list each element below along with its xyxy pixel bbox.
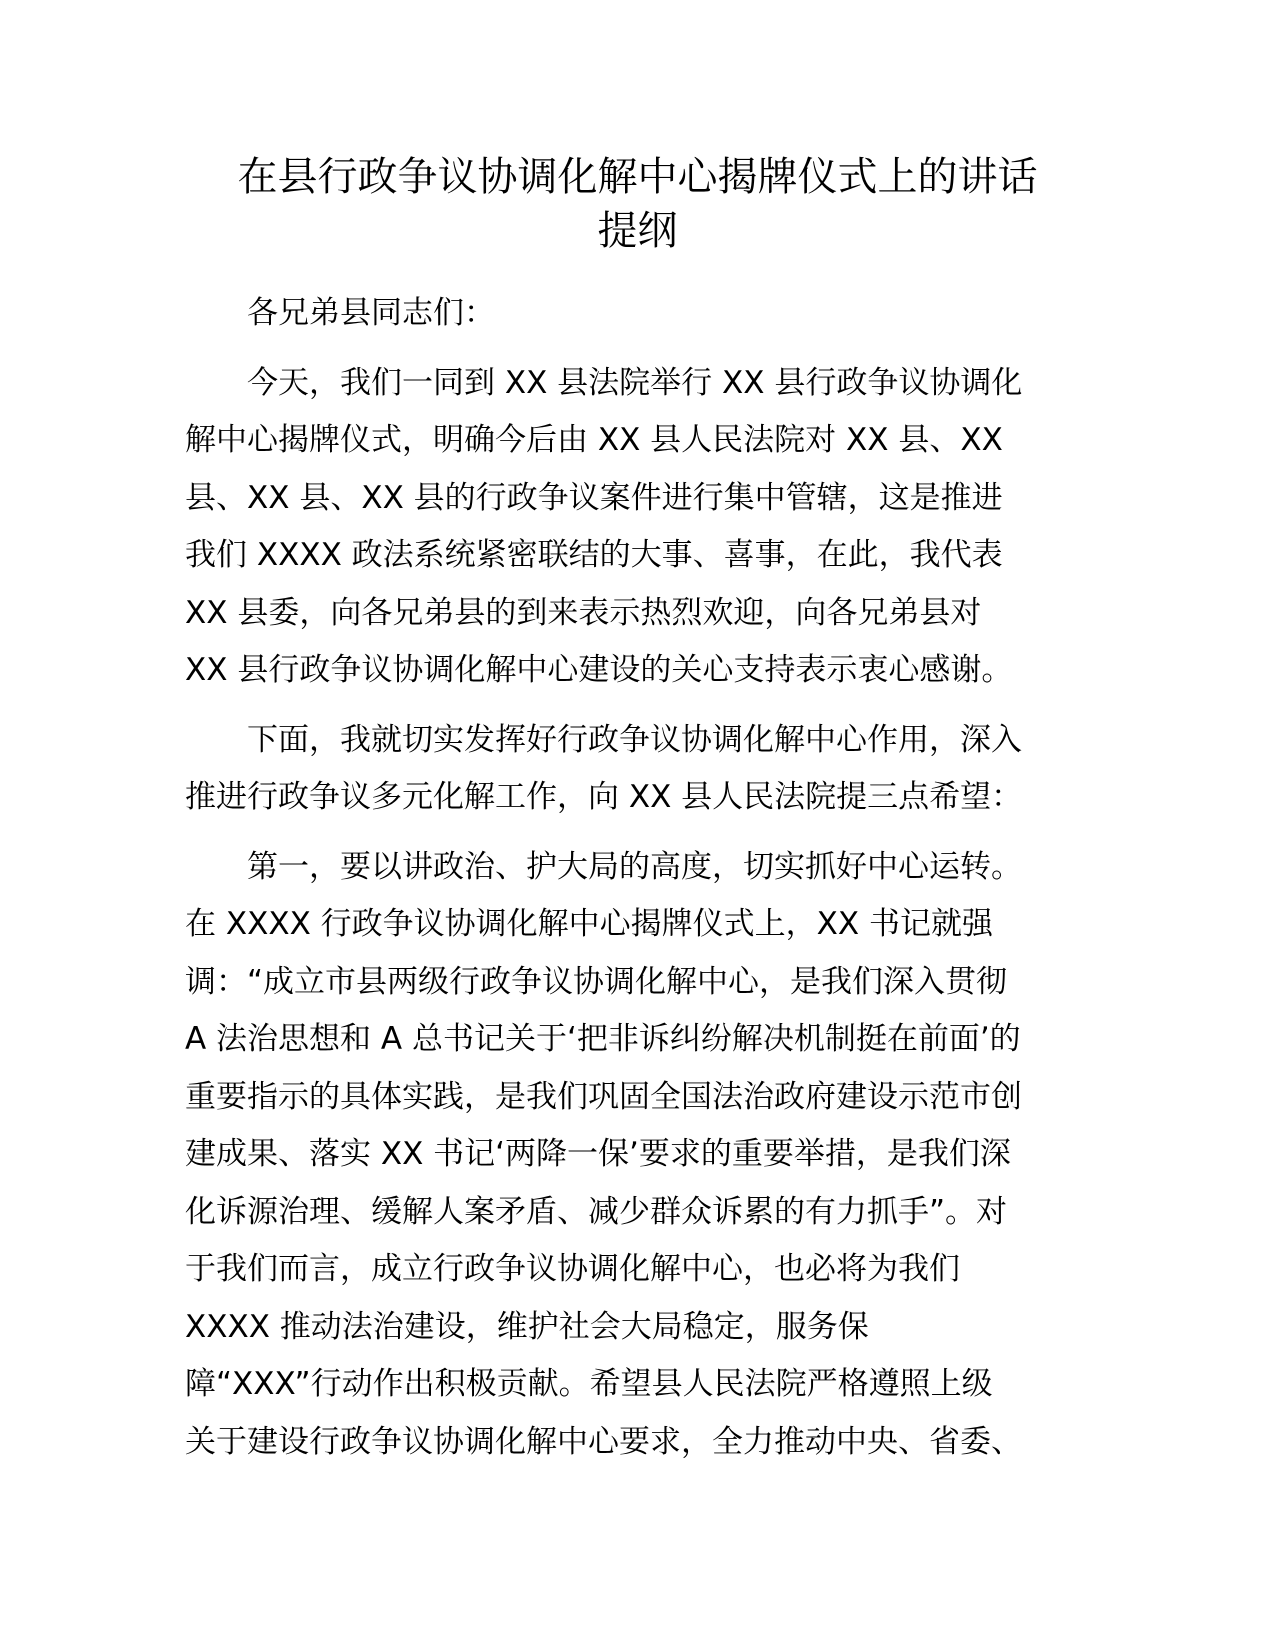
- paragraph-line: 于我们而言，成立行政争议协调化解中心，也必将为我们: [185, 1251, 960, 1287]
- title-line: 在县行政争议协调化解中心揭牌仪式上的讲话: [237, 154, 1038, 200]
- first-hope-paragraph: [185, 839, 1085, 1472]
- paragraph-line: 第一，要以讲政治、护大局的高度，切实抓好中心运转。: [247, 848, 1022, 885]
- paragraph-line: 解中心揭牌仪式，明确今后由 XX 县人民法院对 XX 县、XX: [185, 422, 1003, 458]
- paragraph-line: 推进行政争议多元化解工作，向 XX 县人民法院提三点希望：: [185, 779, 1023, 815]
- paragraph-line: 调：“成立市县两级行政争议协调化解中心，是我们深入贯彻: [185, 963, 1008, 1000]
- paragraph-line: A 法治思想和 A 总书记关于‘把非诉纠纷解决机制挺在前面’的: [185, 1021, 1021, 1057]
- greeting-line: 各兄弟县同志们：: [247, 295, 495, 331]
- paragraph-line: XX 县委，向各兄弟县的到来表示热烈欢迎，向各兄弟县对: [185, 594, 982, 631]
- paragraph-line: 今天，我们一同到 XX 县法院举行 XX 县行政争议协调化: [247, 364, 1023, 401]
- paragraph-line: 县、XX 县、XX 县的行政争议案件进行集中管辖，这是推进: [185, 479, 1003, 516]
- document-body: [185, 285, 1085, 1483]
- paragraph-line: 关于建设行政争议协调化解中心要求，全力推动中央、省委、: [185, 1423, 1022, 1460]
- opening-paragraph: [185, 355, 1085, 700]
- paragraph-line: 下面，我就切实发挥好行政争议协调化解中心作用，深入: [247, 721, 1022, 758]
- title-line: 提纲: [597, 208, 678, 254]
- paragraph-line: 在 XXXX 行政争议协调化解中心揭牌仪式上，XX 书记就强: [185, 906, 993, 942]
- paragraph-line: 建成果、落实 XX 书记‘两降一保’要求的重要举措，是我们深: [185, 1136, 1011, 1172]
- document-title: [170, 150, 1105, 258]
- greeting-paragraph: [185, 285, 1085, 343]
- paragraph-line: 重要指示的具体实践，是我们巩固全国法治政府建设示范市创: [185, 1078, 1022, 1115]
- paragraph-line: XXXX 推动法治建设，维护社会大局稳定，服务保: [185, 1308, 869, 1345]
- paragraph-line: XX 县行政争议协调化解中心建设的关心支持表示衷心感谢。: [185, 652, 1013, 688]
- hopes-intro-paragraph: [185, 712, 1085, 827]
- paragraph-line: 化诉源治理、缓解人案矛盾、减少群众诉累的有力抓手”。对: [185, 1193, 1008, 1230]
- paragraph-line: 我们 XXXX 政法系统紧密联结的大事、喜事，在此，我代表: [185, 537, 1003, 573]
- paragraph-line: 障“XXX”行动作出积极贡献。希望县人民法院严格遵照上级: [185, 1366, 993, 1402]
